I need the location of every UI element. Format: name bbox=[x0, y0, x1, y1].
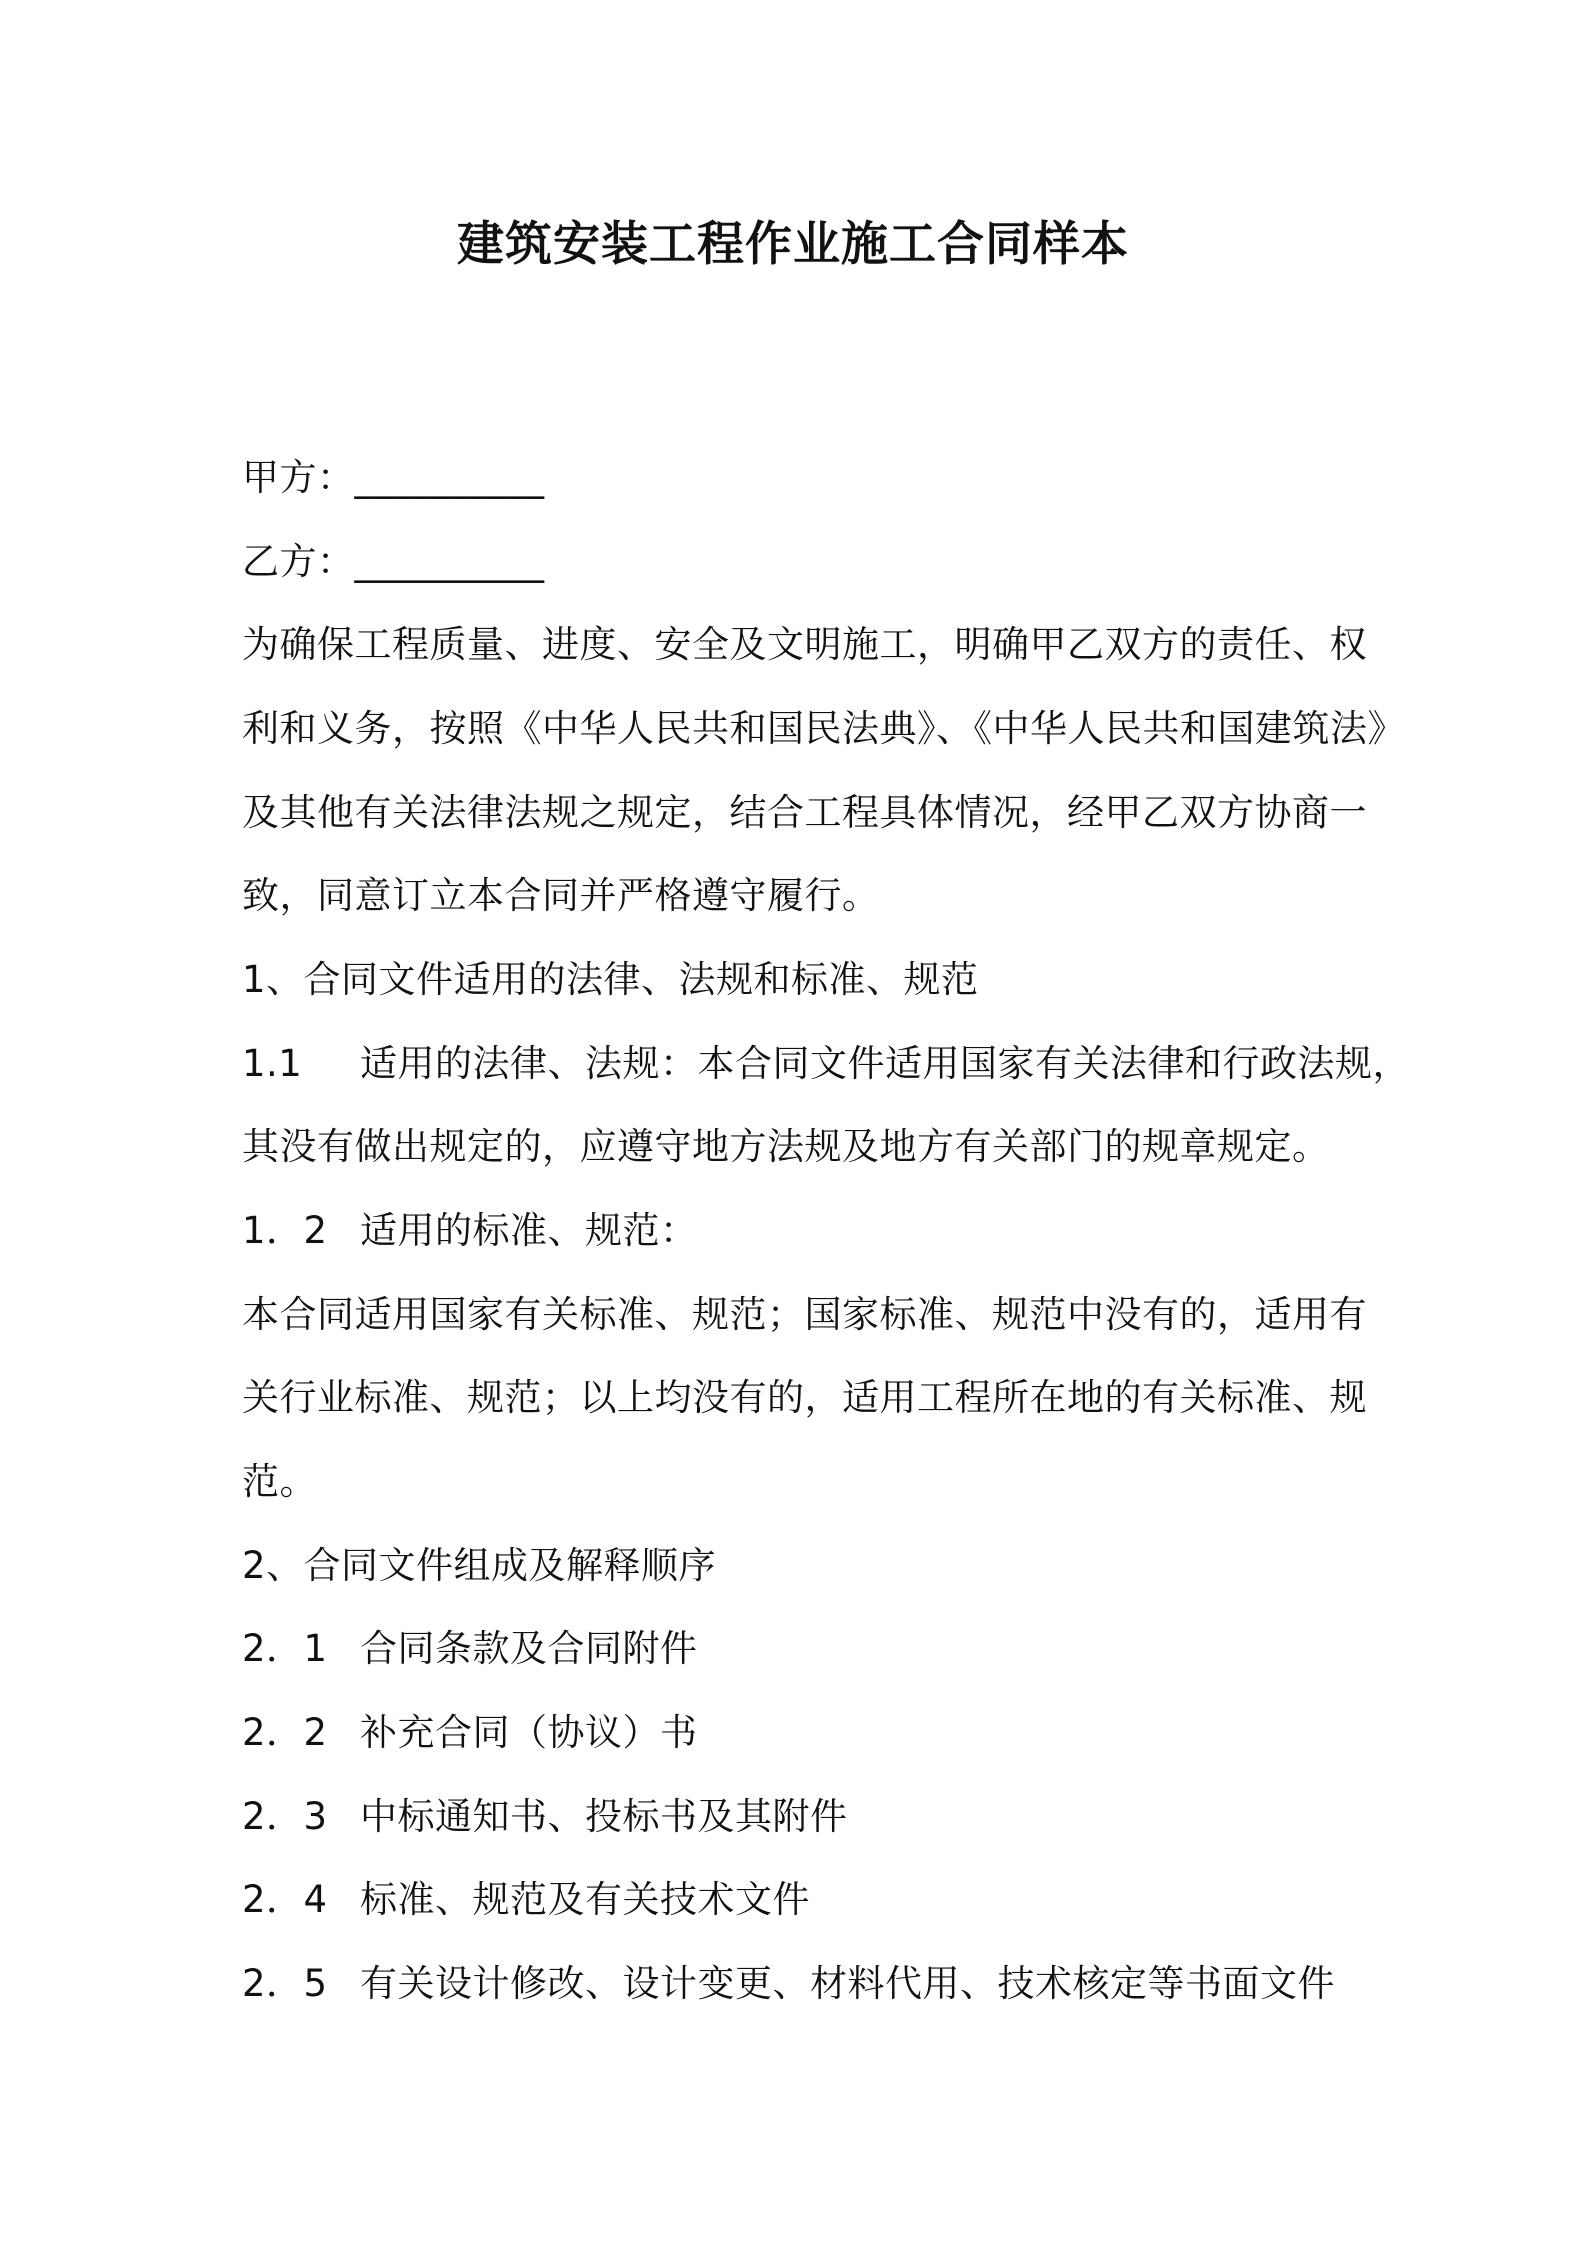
clause-2-2 bbox=[242, 1701, 1362, 1765]
section-2-heading: 2、合同文件组成及解释顺序 bbox=[242, 1544, 717, 1587]
party-a-line: 甲方：__________ bbox=[242, 456, 545, 499]
clause-number: 2．4 bbox=[242, 1878, 328, 1921]
preamble-line-3: 及其他有关法律法规之规定，结合工程具体情况，经甲乙双方协商一 bbox=[242, 791, 1367, 834]
document-title: 建筑安装工程作业施工合同样本 bbox=[457, 217, 1129, 272]
clause-number: 2．5 bbox=[242, 1962, 328, 2005]
clause-number: 1.1 bbox=[242, 1042, 303, 1085]
clause-text: 有关设计修改、设计变更、材料代用、技术核定等书面文件 bbox=[360, 1962, 1335, 2005]
clause-number: 2．3 bbox=[242, 1795, 328, 1838]
clause-text: 适用的标准、规范： bbox=[360, 1209, 698, 1252]
standards-line-1: 本合同适用国家有关标准、规范；国家标准、规范中没有的，适用有 bbox=[242, 1293, 1367, 1336]
standards-line-3: 范。 bbox=[242, 1460, 317, 1503]
preamble-line-4: 致，同意订立本合同并严格遵守履行。 bbox=[242, 874, 880, 917]
clause-text: 合同条款及合同附件 bbox=[360, 1627, 698, 1670]
clause-text: 补充合同（协议）书 bbox=[360, 1711, 698, 1754]
clause-number: 2．2 bbox=[242, 1711, 328, 1754]
standards-line-2: 关行业标准、规范；以上均没有的，适用工程所在地的有关标准、规 bbox=[242, 1376, 1367, 1419]
clause-text: 中标通知书、投标书及其附件 bbox=[360, 1795, 848, 1838]
party-b-line: 乙方：__________ bbox=[242, 540, 545, 583]
section-1-heading: 1、合同文件适用的法律、法规和标准、规范 bbox=[242, 958, 979, 1001]
clause-2-1 bbox=[242, 1617, 1362, 1681]
preamble-line-1: 为确保工程质量、进度、安全及文明施工，明确甲乙双方的责任、权 bbox=[242, 623, 1367, 666]
clause-text: 适用的法律、法规：本合同文件适用国家有关法律和行政法规， bbox=[360, 1042, 1410, 1085]
clause-1-1-continued: 其没有做出规定的，应遵守地方法规及地方有关部门的规章规定。 bbox=[242, 1125, 1330, 1168]
clause-1-1 bbox=[242, 1032, 1410, 1096]
clause-number: 1．2 bbox=[242, 1209, 328, 1252]
clause-2-5 bbox=[242, 1952, 1362, 2016]
clause-text: 标准、规范及有关技术文件 bbox=[360, 1878, 810, 1921]
preamble-line-2: 利和义务，按照《中华人民共和国民法典》、《中华人民共和国建筑法》 bbox=[242, 707, 1405, 750]
clause-2-3 bbox=[242, 1785, 1362, 1849]
clause-number: 2．1 bbox=[242, 1627, 328, 1670]
clause-2-4 bbox=[242, 1868, 1362, 1932]
clause-1-2 bbox=[242, 1199, 1362, 1263]
